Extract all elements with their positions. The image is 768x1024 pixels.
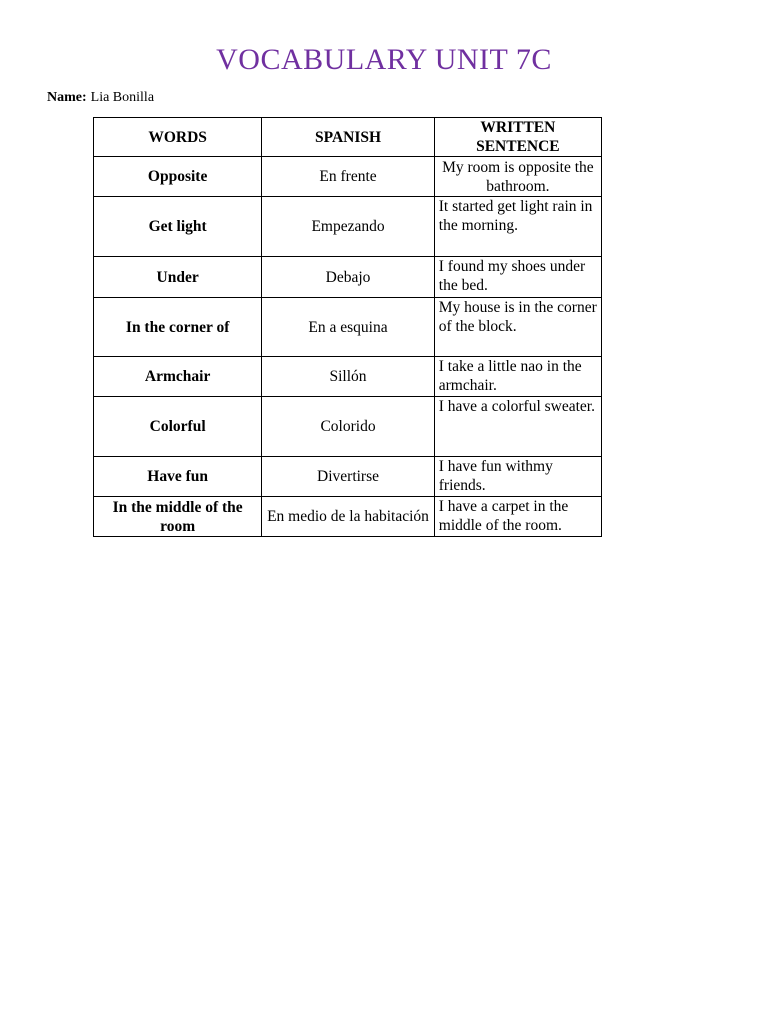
name-value: Lia Bonilla [90, 90, 155, 105]
sentence-cell: I take a little nao in the armchair. [434, 357, 601, 397]
sentence-cell: My house is in the corner of the block. [434, 298, 601, 357]
sentence-cell: I have a carpet in the middle of the room. [434, 497, 601, 537]
spanish-cell: Divertirse [262, 457, 434, 497]
word-cell: Get light [94, 197, 262, 257]
table-row [94, 197, 602, 257]
sentence-cell: My room is opposite the bathroom. [434, 157, 601, 197]
table-row [94, 257, 602, 298]
word-cell: In the middle of the room [94, 497, 262, 537]
sentence-cell: I have fun withmy friends. [434, 457, 601, 497]
table-row [94, 497, 602, 537]
table-row [94, 457, 602, 497]
spanish-cell: En a esquina [262, 298, 434, 357]
name-line [47, 89, 154, 107]
name-label: Name: [47, 90, 87, 105]
table-header-row [94, 118, 602, 157]
word-cell: In the corner of [94, 298, 262, 357]
spanish-cell: Colorido [262, 397, 434, 457]
spanish-cell: Debajo [262, 257, 434, 298]
spanish-cell: Empezando [262, 197, 434, 257]
sentence-cell: I have a colorful sweater. [434, 397, 601, 457]
sentence-cell: It started get light rain in the morning. [434, 197, 601, 257]
spanish-cell: Sillón [262, 357, 434, 397]
word-cell: Opposite [94, 157, 262, 197]
page-title: VOCABULARY UNIT 7C [216, 43, 552, 76]
word-cell: Colorful [94, 397, 262, 457]
word-cell: Armchair [94, 357, 262, 397]
table-row [94, 357, 602, 397]
header-words: WORDS [94, 118, 262, 157]
spanish-cell: En frente [262, 157, 434, 197]
table-row [94, 157, 602, 197]
spanish-cell: En medio de la habitación [262, 497, 434, 537]
sentence-cell: I found my shoes under the bed. [434, 257, 601, 298]
table-row [94, 298, 602, 357]
word-cell: Under [94, 257, 262, 298]
table-row [94, 397, 602, 457]
header-spanish: SPANISH [262, 118, 434, 157]
word-cell: Have fun [94, 457, 262, 497]
header-written-sentence: WRITTEN SENTENCE [434, 118, 601, 157]
vocabulary-table [93, 117, 602, 537]
